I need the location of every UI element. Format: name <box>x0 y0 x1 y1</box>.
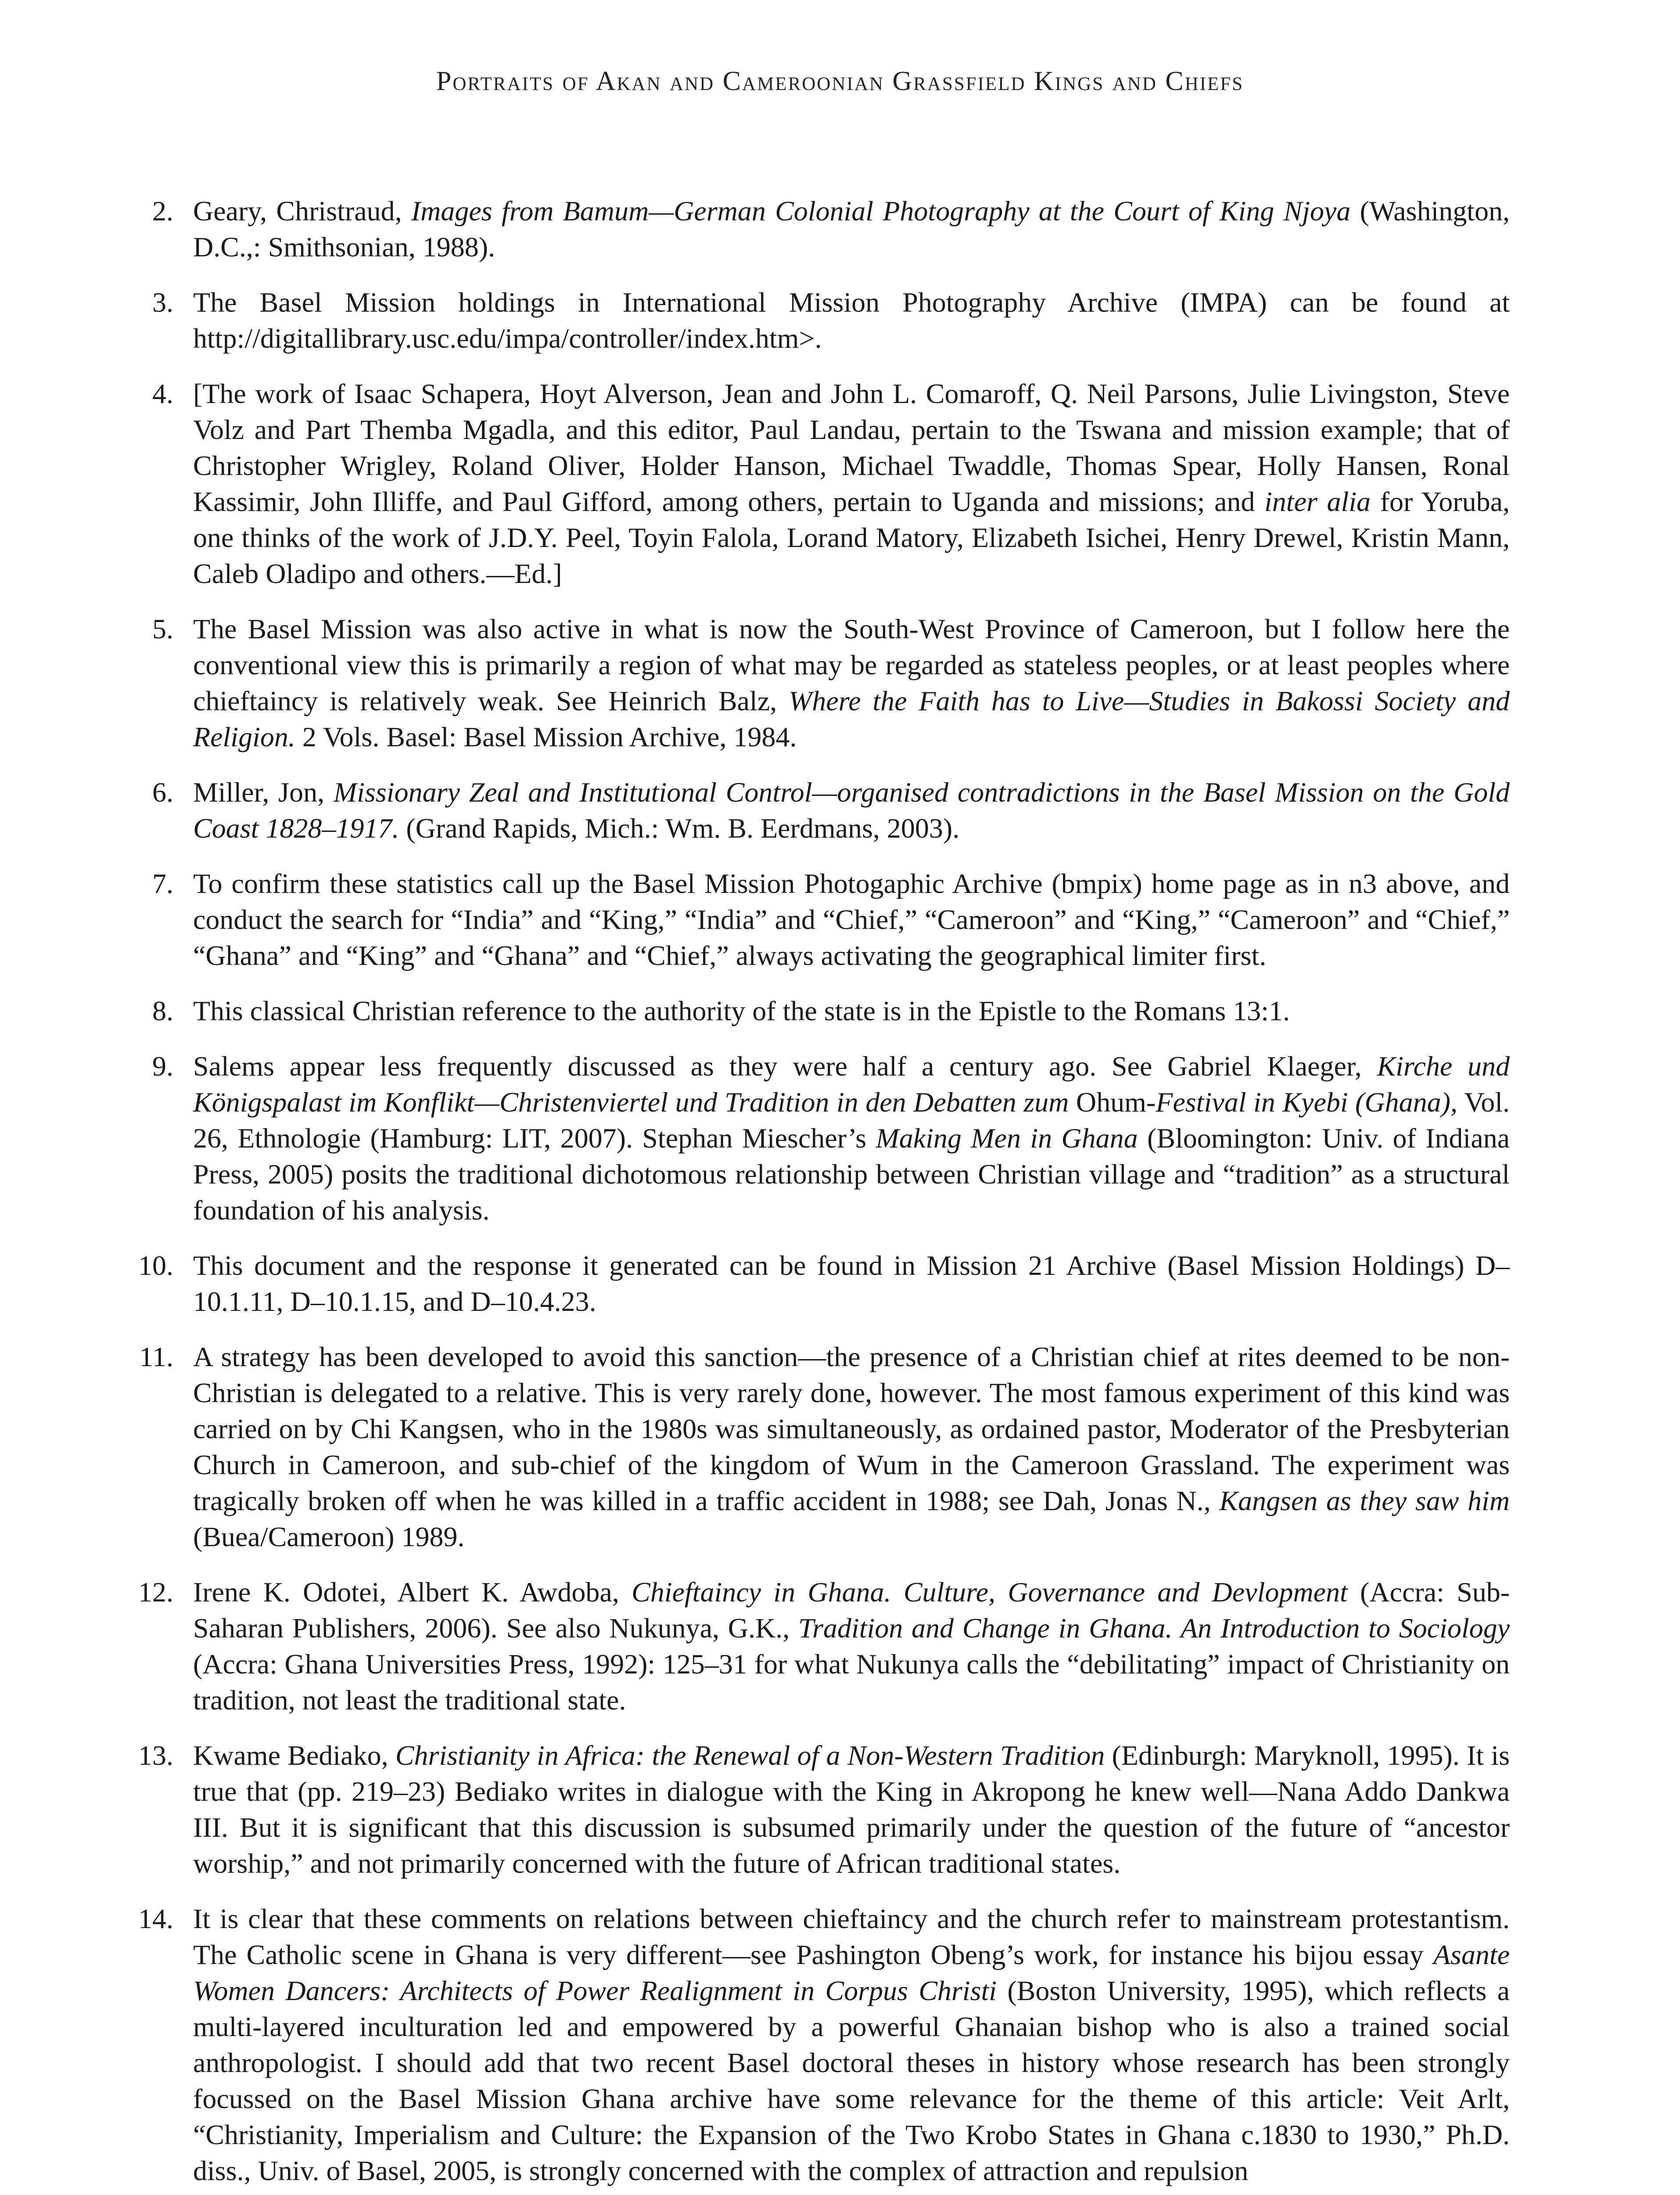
endnote-number: 5. <box>152 613 173 644</box>
endnote-text <box>193 993 1510 1029</box>
endnote-number: 7. <box>152 868 173 899</box>
text-run: This classical Christian reference to the authority of the state is in the Epistle to the Romans 13:1. <box>193 995 1290 1026</box>
endnote-text <box>193 1048 1510 1228</box>
endnote <box>118 1339 1510 1555</box>
text-run: This document and the response it generated can be found in Mission 21 Archive (Basel Mission Holdings) D–10.1.11, D–10.1.15, and D–10.4.23. <box>193 1250 1510 1317</box>
italic-title: Making Men in Ghana <box>876 1123 1138 1154</box>
text-run: It is clear that these comments on relations between chieftaincy and the church refer to mainstream protestantism. The Catholic scene in Ghana is very different—see Pashington Obeng’s work, for instance his bijou essay <box>193 1903 1510 1970</box>
endnote-text <box>193 376 1510 592</box>
endnote-text <box>193 284 1510 356</box>
endnote-number: 9. <box>152 1051 173 1082</box>
endnote-number: 3. <box>152 287 173 318</box>
text-run: (Edinburgh: Maryknoll, 1995). It is true that (pp. 219–23) Bediako writes in dialogue with the King in Akropong he knew well—Nana Addo Dankwa III. But it is significant that this discussion is subsumed primarily under the question of the future of “ancestor worship,” and not primarily concerned with the future of African traditional states. <box>193 1740 1510 1879</box>
endnote-text <box>193 1574 1510 1718</box>
endnote <box>118 993 1510 1029</box>
text-run: Ohum- <box>1069 1087 1156 1118</box>
endnote-text <box>193 1738 1510 1882</box>
italic-title: Kirche und Königspalast im Konflikt—Christenviertel und Tradition in den Debatten zum <box>193 1051 1510 1118</box>
endnote-number: 10. <box>138 1250 173 1281</box>
endnote <box>118 1048 1510 1228</box>
text-run: (Grand Rapids, Mich.: Wm. B. Eerdmans, 2003). <box>399 813 960 844</box>
italic-title: Missionary Zeal and Institutional Control—organised contradictions in the Basel Mission on the Gold Coast 1828–1917. <box>193 777 1510 844</box>
text-run: Geary, Christraud, <box>193 195 411 227</box>
text-run: (Boston University, 1995), which reflects a multi-layered inculturation led and empowered by a powerful Ghanaian bishop who is also a trained social anthropologist. I should add that two recent Basel doctoral theses in history whose research has been strongly focussed on the Basel Mission Ghana archive have some relevance for the theme of this article: Veit Arlt, “Christianity, Imperialism and Culture: the Expansion of the Two Krobo States in Ghana c.1830 to 1930,” Ph.D. diss., Univ. of Basel, 2005, is strongly concerned with the complex of attraction and repulsion <box>193 1975 1510 2186</box>
endnote <box>118 1574 1510 1718</box>
text-run: To confirm these statistics call up the Basel Mission Photogaphic Archive (bmpix) home page as in n3 above, and conduct the search for “India” and “King,” “India” and “Chief,” “Cameroon” and “King,” “Cameroon” and “Chief,” “Ghana” and “King” and “Ghana” and “Chief,” always activating the geographical limiter first. <box>193 868 1510 971</box>
endnote-text <box>193 193 1510 265</box>
endnote-number: 6. <box>152 777 173 808</box>
text-run: Vol. 26, Ethnologie (Hamburg: LIT, 2007). Stephan Miescher’s <box>193 1087 1510 1154</box>
endnote-number: 12. <box>138 1576 173 1608</box>
text-run: [The work of Isaac Schapera, Hoyt Alverson, Jean and John L. Comaroff, Q. Neil Parsons, Julie Livingston, Steve Volz and Part Themba Mgadla, and this editor, Paul Landau, pertain to the Tswana and mission example; that of Christopher Wrigley, Roland Oliver, Holder Hanson, Michael Twaddle, Thomas Spear, Holly Hansen, Ronal Kassimir, John Illiffe, and Paul Gifford, among others, pertain to Uganda and missions; and <box>193 378 1510 517</box>
text-run: Salems appear less frequently discussed as they were half a century ago. See Gabriel Klaeger, <box>193 1051 1377 1082</box>
italic-title: Festival in Kyebi (Ghana), <box>1156 1087 1457 1118</box>
endnote-number: 4. <box>152 378 173 409</box>
italic-title: Where the Faith has to Live—Studies in Bakossi Society and Religion. <box>193 685 1510 752</box>
text-run: The Basel Mission holdings in International Mission Photography Archive (IMPA) can be found at http://digitallibrary.usc.edu/impa/controller/index.htm>. <box>193 287 1510 354</box>
text-run: (Washington, D.C.,: Smithsonian, 1988). <box>193 195 1510 263</box>
endnote-text <box>193 774 1510 846</box>
endnote-text <box>193 866 1510 974</box>
text-run: Kwame Bediako, <box>193 1740 395 1771</box>
endnote-text <box>193 611 1510 755</box>
italic-title: Images from Bamum—German Colonial Photography at the Court of King Njoya <box>411 195 1351 227</box>
italic-title: Christianity in Africa: the Renewal of a Non-Western Tradition <box>395 1740 1105 1771</box>
endnote-text <box>193 1339 1510 1555</box>
endnote-number: 11. <box>139 1341 173 1372</box>
endnote-number: 8. <box>152 995 173 1026</box>
endnote-number: 13. <box>138 1740 173 1771</box>
text-run: (Bloomington: Univ. of Indiana Press, 2005) posits the traditional dichotomous relationship between Christian village and “tradition” as a structural foundation of his analysis. <box>193 1123 1510 1226</box>
italic-title: Asante Women Dancers: Architects of Power Realignment in Corpus Christi <box>193 1939 1510 2006</box>
endnote <box>118 774 1510 846</box>
text-run: Irene K. Odotei, Albert K. Awdoba, <box>193 1576 632 1608</box>
endnote <box>118 376 1510 592</box>
text-run: The Basel Mission was also active in what is now the South-West Province of Cameroon, but I follow here the conventional view this is primarily a region of what may be regarded as stateless peoples, or at least peoples where chieftaincy is relatively weak. See Heinrich Balz, <box>193 613 1510 716</box>
endnote-text <box>193 1248 1510 1320</box>
endnote-number: 14. <box>138 1903 173 1934</box>
endnote <box>118 193 1510 265</box>
running-head: Portraits of Akan and Cameroonian Grassfield Kings and Chiefs <box>436 66 1244 96</box>
italic-title: inter alia <box>1264 486 1371 517</box>
endnote <box>118 1901 1510 2189</box>
endnote-text <box>193 1901 1510 2189</box>
endnote <box>118 1738 1510 1882</box>
italic-title: Tradition and Change in Ghana. An Introduction to Sociology <box>798 1612 1510 1644</box>
italic-title: Chieftaincy in Ghana. Culture, Governance and Devlopment <box>632 1576 1348 1608</box>
text-run: 2 Vols. Basel: Basel Mission Archive, 1984. <box>295 721 797 752</box>
text-run: A strategy has been developed to avoid this sanction—the presence of a Christian chief at rites deemed to be non-Christian is delegated to a relative. This is very rarely done, however. The most famous experiment of this kind was carried on by Chi Kangsen, who in the 1980s was simultaneously, as ordained pastor, Moderator of the Presbyterian Church in Cameroon, and sub-chief of the kingdom of Wum in the Cameroon Grassland. The experiment was tragically broken off when he was killed in a traffic accident in 1988; see Dah, Jonas N., <box>193 1341 1510 1516</box>
italic-title: Kangsen as they saw him <box>1219 1485 1510 1516</box>
endnote <box>118 611 1510 755</box>
text-run: (Buea/Cameroon) 1989. <box>193 1521 465 1552</box>
text-run: (Accra: Ghana Universities Press, 1992): 125–31 for what Nukunya calls the “debilitating” impact of Christianity on tradition, not least the traditional state. <box>193 1648 1510 1716</box>
endnote <box>118 866 1510 974</box>
endnotes-list <box>118 193 1510 2195</box>
text-run: (Accra: Sub-Saharan Publishers, 2006). See also Nukunya, G.K., <box>193 1576 1510 1644</box>
endnote <box>118 284 1510 356</box>
endnote <box>118 1248 1510 1320</box>
text-run: Miller, Jon, <box>193 777 334 808</box>
endnote-number: 2. <box>152 195 173 227</box>
text-run: for Yoruba, one thinks of the work of J.D.Y. Peel, Toyin Falola, Lorand Matory, Elizabeth Isichei, Henry Drewel, Kristin Mann, Caleb Oladipo and others.—Ed.] <box>193 486 1510 589</box>
